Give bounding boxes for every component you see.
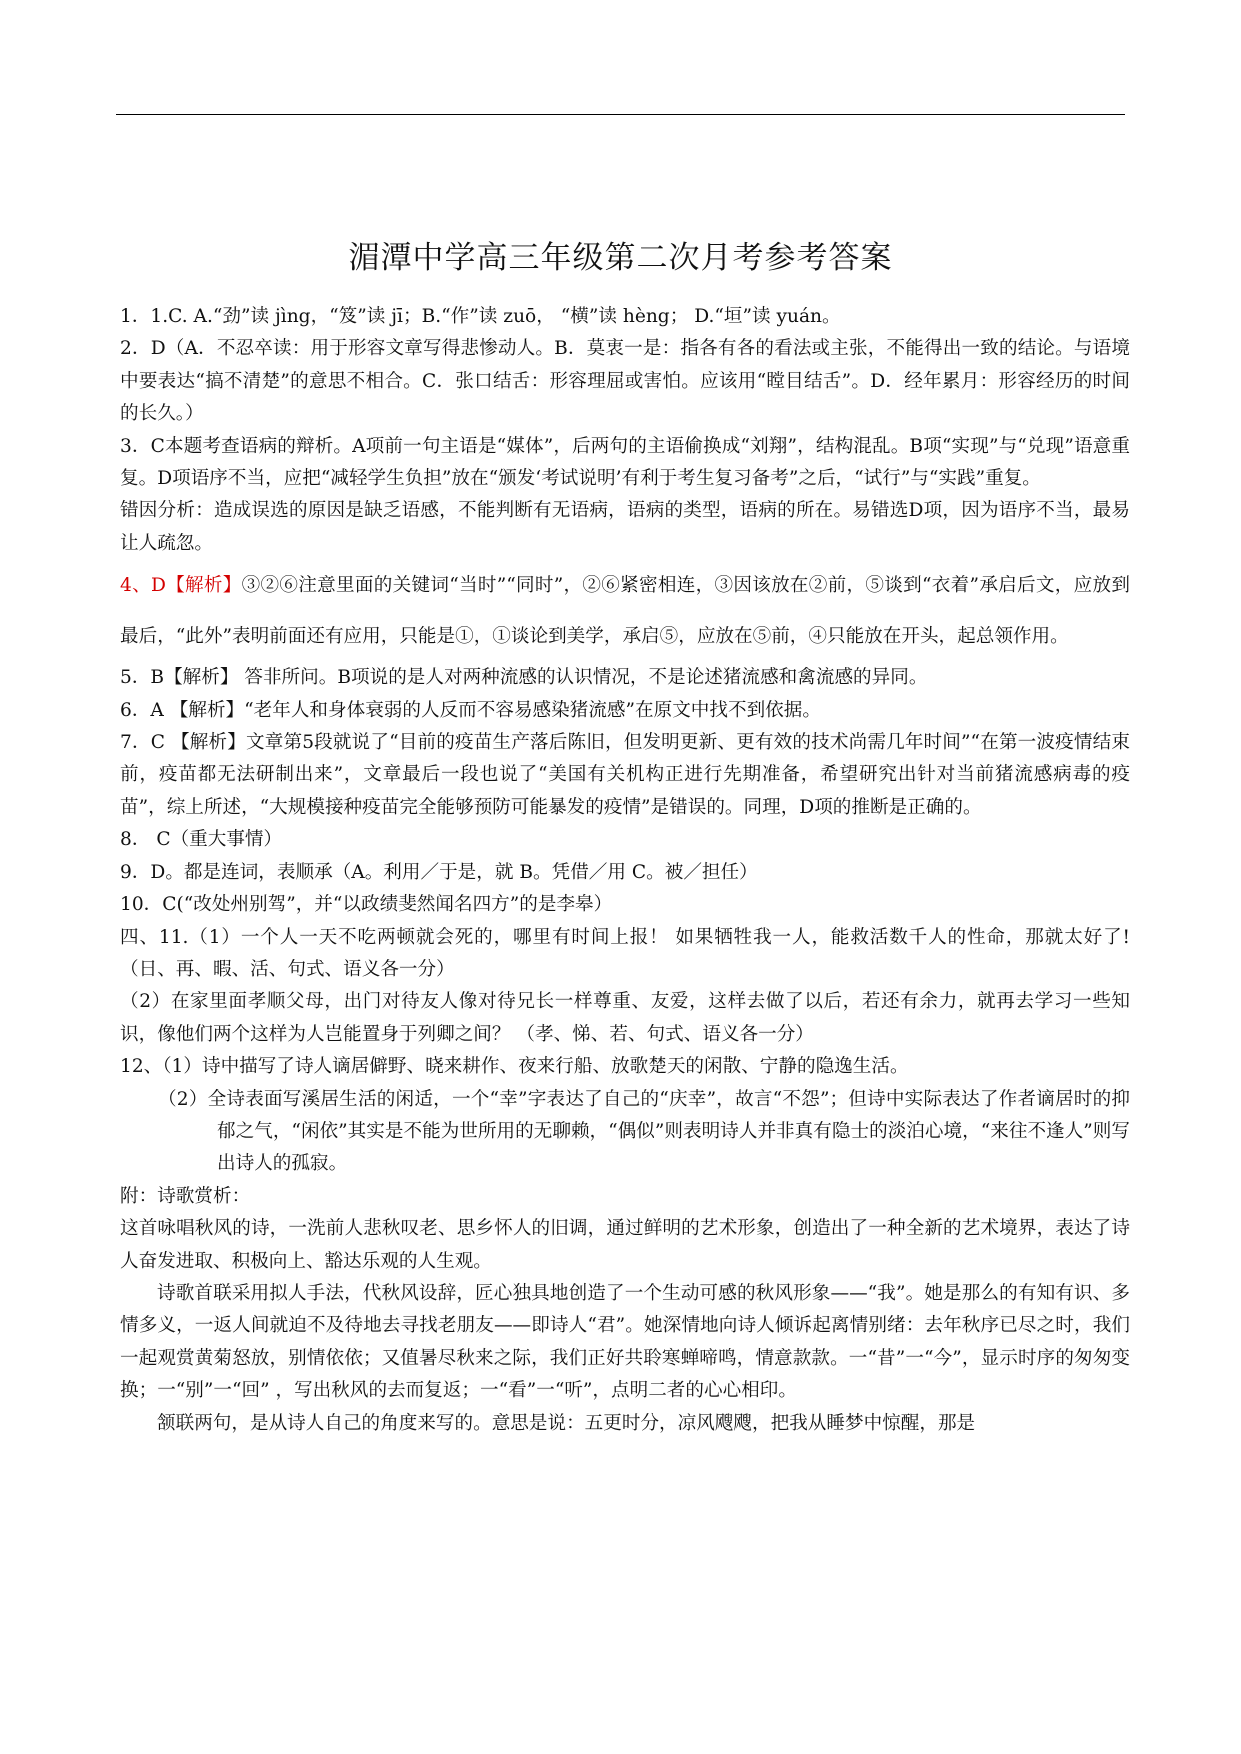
answer-9: 9．D。都是连词，表顺承（A。利用／于是，就 B。凭借／用 C。被／担任） <box>120 861 758 883</box>
answer-2: 2．D（A．不忍卒读：用于形容文章写得悲惨动人。B．莫衷一是：指各有各的看法或主张，不能得出一致的结论。与语境中要表达“搞不清楚”的意思不相合。C．张口结舌：形容理屈或害怕。应该用“瞠目结舌”。D．经年累月：形容经历的时间的长久。） <box>120 338 1130 425</box>
page-title: 湄潭中学高三年级第二次月考参考答案 <box>348 240 893 276</box>
answer-body <box>120 301 1130 1440</box>
answer-10: 10．C(“改处州别驾”，并“以政绩斐然闻名四方”的是李皋） <box>120 894 613 916</box>
answer-12-part-2: （2）全诗表面写溪居生活的闲适，一个“幸”字表达了自己的“庆幸”，故言“不怨”；但诗中实际表达了作者谪居时的抑郁之气，“闲依”其实是不能为世所用的无聊赖，“偶似”则表明诗人并非真有隐士的淡泊心境，“来往不逢人”则写出诗人的孤寂。 <box>158 1088 1130 1175</box>
answer-7: 7．C 【解析】文章第5段就说了“目前的疫苗生产落后陈旧，但发明更新、更有效的技术尚需几年时间”“在第一波疫情结束前，疫苗都无法研制出来”，文章最后一段也说了“美国有关机构正进行先期准备，希望研究出针对当前猪流感病毒的疫苗”，综上所述，“大规模接种疫苗完全能够预防可能暴发的疫情”是错误的。同理，D项的推断是正确的。 <box>120 732 1130 818</box>
answer-12-part-1: 12、（1）诗中描写了诗人谪居僻野、晓来耕作、夜来行船、放歌楚天的闲散、宁静的隐逸生活。 <box>120 1056 909 1078</box>
appendix-paragraph-2: 诗歌首联采用拟人手法，代秋风设辞，匠心独具地创造了一个生动可感的秋风形象——“我”。她是那么的有知有识、多情多义，一返人间就迫不及待地去寻找老朋友——即诗人“君”。她深情地向诗人倾诉起离情别绪：去年秋序已尽之时，我们一起观赏黄菊怒放，别情依依；又值暑尽秋来之际，我们正好共聆寒蝉啼鸣，情意款款。一“昔”一“今”，显示时序的匆匆变换；一“别”一“回” ，写出秋风的去而复返；一“看”一“听”，点明二者的心心相印。 <box>120 1282 1130 1402</box>
answer-11-part-1: 四、11.（1）一个人一天不吃两顿就会死的，哪里有时间上报！ 如果牺牲我一人，能救活数千人的性命，那就太好了!（日、再、暇、活、句式、语义各一分） <box>120 926 1130 980</box>
answer-3-error-analysis: 错因分析：造成误选的原因是缺乏语感，不能判断有无语病，语病的类型，语病的所在。易错选D项，因为语序不当，最易让人疏忽。 <box>120 500 1130 554</box>
answer-1: 1．1.C. A.“劲”读 jìng，“笈”读 jī；B.“作”读 zuō， “横”读 hèng； D.“垣”读 yuán。 <box>120 306 841 327</box>
answer-4-label: 4、D【解析】 <box>120 575 242 597</box>
appendix-paragraph-1: 这首咏唱秋风的诗，一洗前人悲秋叹老、思乡怀人的旧调，通过鲜明的艺术形象，创造出了一种全新的艺术境界，表达了诗人奋发进取、积极向上、豁达乐观的人生观。 <box>120 1218 1130 1272</box>
answer-6: 6．A 【解析】“老年人和身体衰弱的人反而不容易感染猪流感”在原文中找不到依据。 <box>120 699 821 721</box>
answer-4-text: ③②⑥注意里面的关键词“当时”“同时”，②⑥紧密相连，③因该放在②前，⑤谈到“衣着”承启后文，应放到最后，“此外”表明前面还有应用，只能是①，①谈论到美学，承启⑤，应放在⑤前，④只能放在开头，起总领作用。 <box>120 575 1130 648</box>
answer-4 <box>120 560 1130 662</box>
answer-8: 8． C（重大事情） <box>120 829 283 851</box>
answer-5: 5．B【解析】 答非所问。B项说的是人对两种流感的认识情况，不是论述猪流感和禽流感的异同。 <box>120 667 928 689</box>
header-rule <box>116 114 1125 115</box>
answer-11-part-2: （2）在家里面孝顺父母，出门对待友人像对待兄长一样尊重、友爱，这样去做了以后，若还有余力，就再去学习一些知识，像他们两个这样为人岂能置身于列卿之间？ （孝、悌、若、句式、语义各一分） <box>120 991 1130 1045</box>
appendix-paragraph-3: 颔联两句，是从诗人自己的角度来写的。意思是说：五更时分，凉风飕飕，把我从睡梦中惊醒，那是 <box>157 1412 976 1434</box>
appendix-title: 附：诗歌赏析： <box>120 1185 251 1207</box>
answer-3: 3．C本题考查语病的辩析。A项前一句主语是“媒体”，后两句的主语偷换成“刘翔”，结构混乱。B项“实现”与“兑现”语意重复。D项语序不当，应把“减轻学生负担”放在“颁发‘考试说明’有利于考生复习备考”之后，“试行”与“实践”重复。 <box>120 435 1130 490</box>
